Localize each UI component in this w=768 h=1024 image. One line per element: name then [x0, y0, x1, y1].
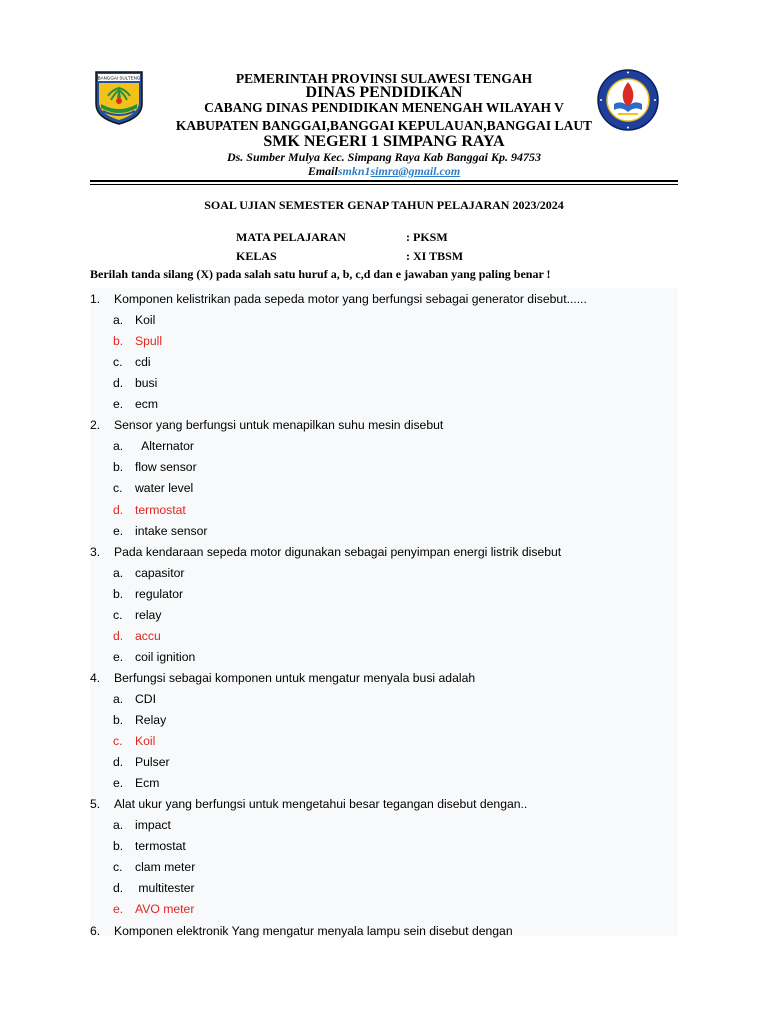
option-text: cdi: [135, 355, 151, 370]
option-letter: d.: [113, 376, 124, 391]
option-letter: a.: [113, 565, 124, 580]
answer-option[interactable]: [113, 755, 653, 773]
question-number: 2.: [90, 418, 101, 433]
email-link-part2[interactable]: simra@gmail.com: [370, 164, 461, 178]
answer-option[interactable]: [113, 397, 653, 415]
option-letter: d.: [113, 502, 124, 517]
answer-option-correct[interactable]: [113, 734, 653, 752]
answer-option[interactable]: [113, 355, 653, 373]
answer-option[interactable]: [113, 818, 653, 836]
question-text: Komponen elektronik Yang mengatur menyala lampu sein disebut dengan: [114, 923, 513, 938]
question-number: 1.: [90, 292, 101, 306]
option-letter: c.: [113, 734, 123, 749]
option-text: termostat: [135, 502, 186, 517]
option-letter: e.: [113, 776, 124, 791]
question-row: [90, 418, 678, 436]
government-header: PEMERINTAH PROVINSI SULAWESI TENGAH: [235, 71, 533, 86]
question-text: Pada kendaraan sepeda motor digunakan sebagai penyimpan energi listrik disebut: [114, 544, 562, 559]
option-text: water level: [135, 481, 194, 496]
school-name: SMK NEGERI 1 SIMPANG RAYA: [263, 133, 505, 150]
option-letter: c.: [113, 355, 123, 370]
question-row: [90, 545, 678, 563]
answer-option-correct[interactable]: [113, 629, 653, 647]
email-label: Email: [307, 164, 338, 178]
answer-option[interactable]: [113, 460, 653, 478]
question-row: [90, 292, 678, 310]
option-text: accu: [135, 628, 161, 643]
option-letter: e.: [113, 523, 124, 538]
option-letter: e.: [113, 902, 124, 917]
question-number: 5.: [90, 797, 101, 812]
option-text: Relay: [135, 713, 167, 727]
option-text: relay: [135, 607, 162, 622]
option-letter: b.: [113, 334, 124, 349]
option-letter: d.: [113, 881, 124, 896]
answer-option[interactable]: [113, 650, 653, 668]
option-text: coil ignition: [135, 649, 196, 664]
question-number: 6.: [90, 923, 101, 938]
option-letter: c.: [113, 860, 123, 875]
answer-option[interactable]: [113, 713, 653, 731]
branch-header: CABANG DINAS PENDIDIKAN MENENGAH WILAYAH V: [204, 100, 564, 115]
question-text: Berfungsi sebagai komponen untuk mengatur menyala busi adalah: [114, 670, 476, 685]
option-letter: a.: [113, 313, 124, 328]
regency-header: KABUPATEN BANGGAI,BANGGAI KEPULAUAN,BANGGAI LAUT: [175, 118, 593, 133]
option-text: impact: [135, 818, 171, 833]
answer-option[interactable]: [113, 608, 653, 626]
answer-option[interactable]: [113, 881, 653, 899]
question-number: 3.: [90, 544, 101, 559]
header-divider-thick: [90, 180, 678, 182]
option-letter: e.: [113, 397, 124, 412]
answer-option[interactable]: [113, 439, 653, 457]
option-text: regulator: [135, 586, 184, 601]
option-text: busi: [135, 376, 158, 391]
instructions: Berilah tanda silang (X) pada salah satu huruf a, b, c,d dan e jawaban yang paling benar !: [90, 267, 551, 281]
option-text: Alternator: [135, 439, 194, 454]
option-letter: b.: [113, 460, 124, 475]
option-text: Pulser: [135, 755, 170, 770]
question-text: Komponen kelistrikan pada sepeda motor yang berfungsi sebagai generator disebut......: [114, 292, 587, 306]
exam-title: SOAL UJIAN SEMESTER GENAP TAHUN PELAJARAN 2023/2024: [204, 198, 564, 212]
answer-option[interactable]: [113, 524, 653, 542]
question-text: Alat ukur yang berfungsi untuk mengetahui besar tegangan disebut dengan..: [114, 797, 528, 812]
subject-value: : PKSM: [406, 230, 448, 244]
class-label: KELAS: [236, 249, 277, 263]
option-letter: b.: [113, 713, 124, 727]
question-row: [90, 797, 678, 815]
option-text: Spull: [135, 334, 163, 349]
answer-option[interactable]: [113, 692, 653, 710]
option-text: clam meter: [135, 860, 196, 875]
answer-option-correct[interactable]: [113, 902, 653, 920]
question-row: [90, 671, 678, 689]
option-text: Ecm: [135, 776, 160, 791]
answer-option[interactable]: [113, 860, 653, 878]
emblem-banner-text: BANGGAI SULTENG: [97, 75, 141, 81]
option-letter: b.: [113, 839, 124, 854]
option-text: capasitor: [135, 565, 185, 580]
option-letter: c.: [113, 481, 123, 496]
option-letter: a.: [113, 691, 124, 706]
answer-option[interactable]: [113, 839, 653, 857]
answer-option[interactable]: [113, 313, 653, 331]
option-text: multitester: [135, 881, 195, 896]
question-row: [90, 924, 678, 942]
header-divider-thin: [90, 184, 678, 185]
school-address: Ds. Sumber Mulya Kec. Simpang Raya Kab Banggai Kp. 94753: [226, 150, 542, 164]
option-text: flow sensor: [135, 460, 197, 475]
option-letter: d.: [113, 755, 124, 770]
question-number: 4.: [90, 670, 101, 685]
answer-option[interactable]: [113, 587, 653, 605]
school-email: [0, 164, 768, 179]
department-header: DINAS PENDIDIKAN: [305, 84, 463, 101]
option-text: intake sensor: [135, 523, 208, 538]
answer-option[interactable]: [113, 776, 653, 794]
answer-option[interactable]: [113, 481, 653, 499]
option-text: CDI: [135, 691, 156, 706]
answer-option[interactable]: [113, 376, 653, 394]
email-link-part1[interactable]: smkn1: [337, 164, 371, 178]
option-text: AVO meter: [135, 902, 195, 917]
option-letter: b.: [113, 586, 124, 601]
option-text: Koil: [135, 734, 156, 749]
option-text: ecm: [135, 397, 159, 412]
answer-option[interactable]: [113, 566, 653, 584]
option-letter: e.: [113, 649, 124, 664]
question-text: Sensor yang berfungsi untuk menapilkan suhu mesin disebut: [114, 418, 444, 433]
subject-label: MATA PELAJARAN: [236, 230, 346, 244]
class-value: : XI TBSM: [406, 249, 464, 263]
option-letter: c.: [113, 607, 123, 622]
question-list: [90, 288, 678, 936]
option-letter: d.: [113, 628, 124, 643]
answer-option-correct[interactable]: [113, 334, 653, 352]
answer-option-correct[interactable]: [113, 503, 653, 521]
option-text: termostat: [135, 839, 186, 854]
option-letter: a.: [113, 439, 124, 454]
option-letter: a.: [113, 818, 124, 833]
option-text: Koil: [135, 313, 156, 328]
